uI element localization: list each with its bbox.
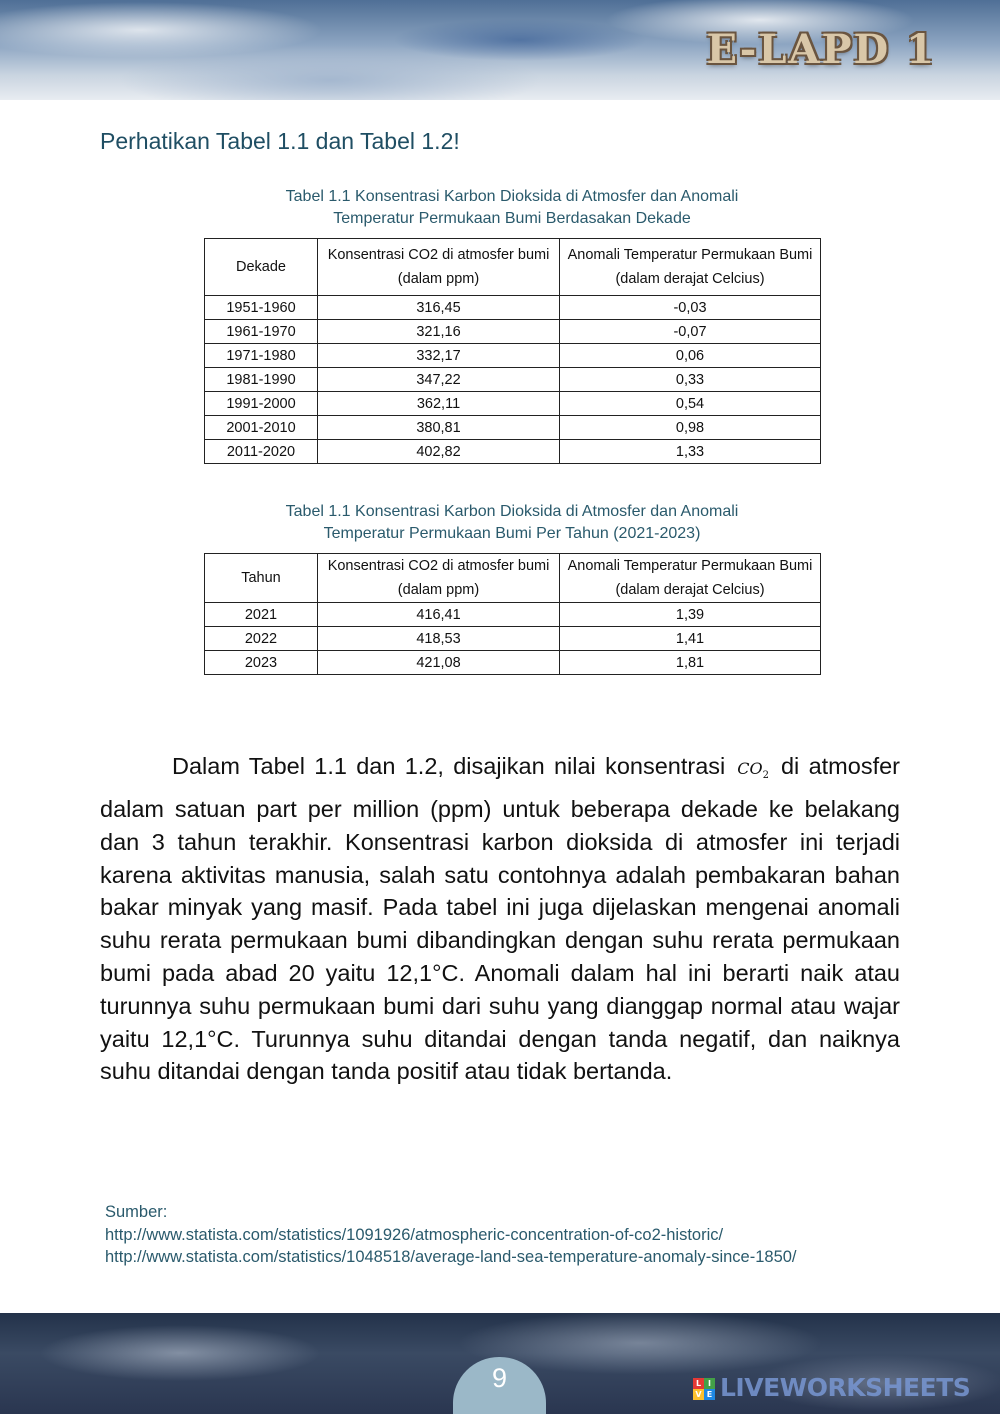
table-cell: 362,11: [318, 392, 560, 416]
table1-header-cell: Anomali Temperatur Permukaan Bumi (dalam derajat Celcius): [560, 239, 821, 296]
body-paragraph: [100, 750, 900, 1088]
table-cell: 2011-2020: [205, 440, 318, 464]
table-cell: -0,03: [560, 296, 821, 320]
table-cell: 332,17: [318, 344, 560, 368]
table1-caption-line1: Tabel 1.1 Konsentrasi Karbon Dioksida di Atmosfer dan Anomali: [285, 188, 739, 205]
table2-caption-line1: Tabel 1.1 Konsentrasi Karbon Dioksida di Atmosfer dan Anomali: [285, 503, 739, 520]
table-cell: 316,45: [318, 296, 560, 320]
table-cell: 347,22: [318, 368, 560, 392]
table-cell: 2022: [205, 627, 318, 651]
table1-caption: [204, 186, 820, 230]
table-cell: 380,81: [318, 416, 560, 440]
table-row: [205, 344, 821, 368]
co2-formula: [725, 759, 781, 782]
source-link[interactable]: http://www.statista.com/statistics/1091926/atmospheric-concentration-of-co2-historic/: [105, 1225, 724, 1244]
liveworksheets-logo-icon: [693, 1378, 715, 1400]
table-row: [205, 440, 821, 464]
table-row: [205, 651, 821, 675]
table-row: [205, 296, 821, 320]
table-cell: 1,39: [560, 603, 821, 627]
table2: [204, 553, 821, 675]
table-cell: 1,33: [560, 440, 821, 464]
table-cell: 2023: [205, 651, 318, 675]
table1-header-cell: Dekade: [205, 239, 318, 296]
table-cell: 0,33: [560, 368, 821, 392]
formula-subscript: 2: [762, 770, 769, 782]
table-cell: 0,98: [560, 416, 821, 440]
table-row: [205, 392, 821, 416]
source-link[interactable]: http://www.statista.com/statistics/1048518/average-land-sea-temperature-anomaly-since-1850/: [105, 1248, 797, 1266]
logo-letter: E: [704, 1389, 715, 1400]
table-cell: 1,41: [560, 627, 821, 651]
footer-banner: [0, 1313, 1000, 1414]
section-title: Perhatikan Tabel 1.1 dan Tabel 1.2!: [100, 128, 460, 154]
paragraph-text-rest: di atmosfer dalam satuan part per million (ppm) untuk beberapa dekade ke belakang dan 3 tahun terakhir. Konsentrasi karbon dioksida di atmosfer ini terjadi karena aktivitas manusia, salah satu contohnya adalah pembakaran bahan bakar minyak yang masif. Pada tabel ini juga dijelaskan mengenai anomali suhu rerata permukaan bumi dibandingkan dengan suhu rerata permukaan bumi pada abad 20 yaitu 12,1°C. Anomali dalam hal ini berarti naik atau turunnya suhu permukaan bumi dari suhu yang dianggap normal atau wajar yaitu 12,1°C. Turunnya suhu ditandai dengan tanda negatif, dan naiknya suhu ditandai dengan tanda positif atau tidak bertanda.: [100, 753, 900, 1085]
header-banner: [0, 0, 1000, 100]
table-cell: 416,41: [318, 603, 560, 627]
table1-header-row: [205, 239, 821, 296]
table-cell: 421,08: [318, 651, 560, 675]
liveworksheets-watermark: LIVEWORKSHEETS: [720, 1373, 971, 1402]
table-cell: 321,16: [318, 320, 560, 344]
brand-title: E-LAPD 1: [706, 26, 936, 73]
table-cell: 0,06: [560, 344, 821, 368]
table2-caption-line2: Temperatur Permukaan Bumi Per Tahun (2021-2023): [323, 525, 701, 542]
table1-header-cell: Konsentrasi CO2 di atmosfer bumi (dalam ppm): [318, 239, 560, 296]
table-cell: 0,54: [560, 392, 821, 416]
table-cell: 1961-1970: [205, 320, 318, 344]
table-cell: 1971-1980: [205, 344, 318, 368]
table1: [204, 238, 821, 464]
table-cell: 2001-2010: [205, 416, 318, 440]
table-cell: 402,82: [318, 440, 560, 464]
table-cell: 2021: [205, 603, 318, 627]
table-row: [205, 627, 821, 651]
table2-header-cell: Tahun: [205, 554, 318, 603]
sources-block: [105, 1201, 905, 1269]
logo-letter: I: [704, 1378, 715, 1389]
paragraph-text-start: Dalam Tabel 1.1 dan 1.2, disajikan nilai konsentrasi: [172, 753, 726, 779]
table-cell: 1,81: [560, 651, 821, 675]
table-row: [205, 603, 821, 627]
table-cell: 1981-1990: [205, 368, 318, 392]
logo-letter: V: [693, 1389, 704, 1400]
sources-label: Sumber:: [105, 1203, 168, 1221]
page-number: 9: [453, 1357, 546, 1414]
table2-header-row: [205, 554, 821, 603]
table-cell: 418,53: [318, 627, 560, 651]
logo-letter: L: [693, 1378, 704, 1389]
formula-base: CO: [737, 759, 763, 778]
table-row: [205, 368, 821, 392]
table1-caption-line2: Temperatur Permukaan Bumi Berdasakan Dekade: [333, 210, 691, 227]
table2-caption: [204, 501, 820, 545]
table-cell: -0,07: [560, 320, 821, 344]
table-row: [205, 320, 821, 344]
table-cell: 1991-2000: [205, 392, 318, 416]
table2-header-cell: Konsentrasi CO2 di atmosfer bumi (dalam ppm): [318, 554, 560, 603]
table2-header-cell: Anomali Temperatur Permukaan Bumi (dalam derajat Celcius): [560, 554, 821, 603]
table-row: [205, 416, 821, 440]
table-cell: 1951-1960: [205, 296, 318, 320]
